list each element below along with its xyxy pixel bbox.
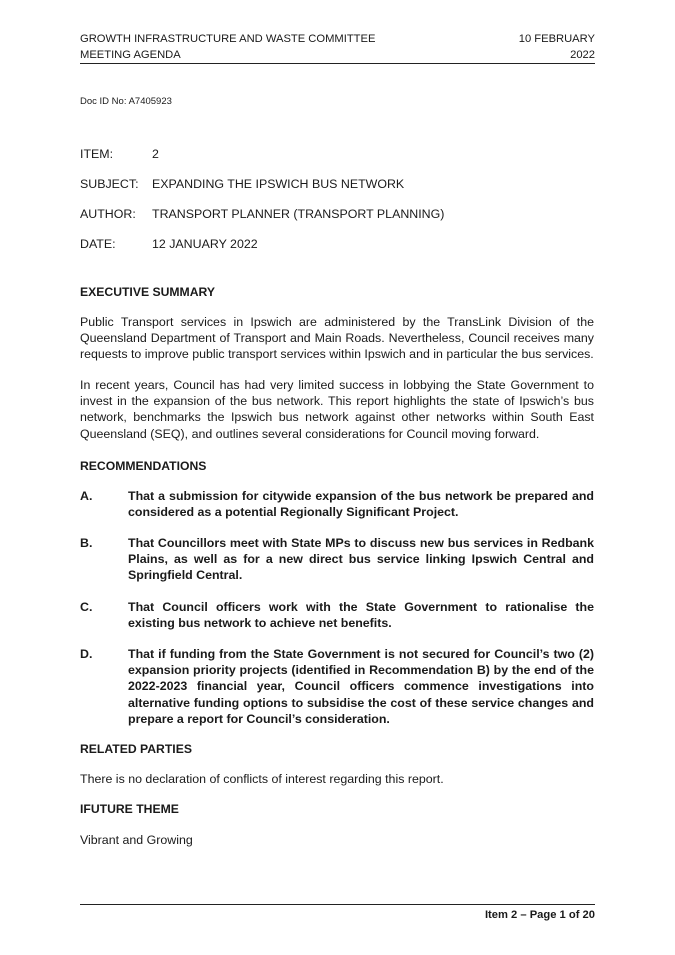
meta-label: ITEM: [80, 147, 114, 161]
recommendation-text: That a submission for citywide expansion of the bus network be prepared and considered as a potential Regionally Significant Project. [128, 489, 594, 520]
recommendation-letter: D. [80, 647, 93, 661]
page-number: Item 2 – Page 1 of 20 [484, 909, 595, 921]
footer-divider [80, 904, 595, 905]
meta-value: TRANSPORT PLANNER (TRANSPORT PLANNING) [152, 207, 445, 221]
meta-label: AUTHOR: [80, 207, 136, 221]
recommendations-heading: RECOMMENDATIONS [80, 459, 207, 473]
meta-label: SUBJECT: [80, 177, 139, 191]
related-parties-text: There is no declaration of conflicts of interest regarding this report. [80, 772, 444, 786]
meeting-date-line2: 2022 [570, 48, 595, 61]
meta-value: EXPANDING THE IPSWICH BUS NETWORK [152, 177, 405, 191]
meeting-date-line1: 10 FEBRUARY [518, 33, 595, 45]
related-parties-heading: RELATED PARTIES [80, 742, 192, 756]
header-right [519, 32, 595, 63]
recommendation-text: That Council officers work with the State Government to rationalise the existing bus network to achieve net benefits. [128, 600, 594, 631]
agenda-label: MEETING AGENDA [80, 48, 181, 61]
committee-name: GROWTH INFRASTRUCTURE AND WASTE COMMITTEE [80, 33, 376, 45]
recommendation-letter: A. [80, 489, 93, 503]
executive-summary-paragraph-1: Public Transport services in Ipswich are administered by the TransLink Division of the Queensland Department of Transport and Main Roads. Nevertheless, Council receives many requests to improve public transport services within Ipswich and in particular the bus services. [80, 315, 594, 362]
header-divider [80, 63, 595, 64]
header-left [80, 32, 375, 63]
executive-summary-paragraph-2: In recent years, Council has had very limited success in lobbying the State Government to invest in the expansion of the bus network. This report highlights the state of Ipswich’s bus network, benchmarks the Ipswich bus network against other networks within South East Queensland (SEQ), and outlines several considerations for Council moving forward. [80, 378, 594, 441]
ifuture-theme-text: Vibrant and Growing [80, 833, 193, 847]
recommendation-letter: C. [80, 600, 93, 614]
meta-label: DATE: [80, 237, 116, 251]
recommendation-text: That Councillors meet with State MPs to discuss new bus services in Redbank Plains, as well as for a new direct bus service linking Ipswich Central and Springfield Central. [128, 536, 594, 583]
executive-summary-heading: EXECUTIVE SUMMARY [80, 285, 215, 299]
recommendation-item [80, 599, 594, 631]
doc-id: Doc ID No: A7405923 [80, 96, 172, 107]
ifuture-theme-heading: IFUTURE THEME [80, 802, 179, 816]
recommendation-item [80, 646, 594, 727]
meta-value: 2 [152, 147, 159, 161]
recommendation-letter: B. [80, 536, 93, 550]
recommendation-item [80, 535, 594, 584]
recommendation-item [80, 488, 594, 520]
recommendation-text: That if funding from the State Government is not secured for Council’s two (2) expansion priority projects (identified in Recommendation B) by the end of the 2022-2023 financial year, Council officers commence investigations into alternative funding options to subsidise the cost of these service changes and prepare a report for Council’s consideration. [128, 647, 594, 726]
meta-value: 12 JANUARY 2022 [152, 237, 258, 251]
